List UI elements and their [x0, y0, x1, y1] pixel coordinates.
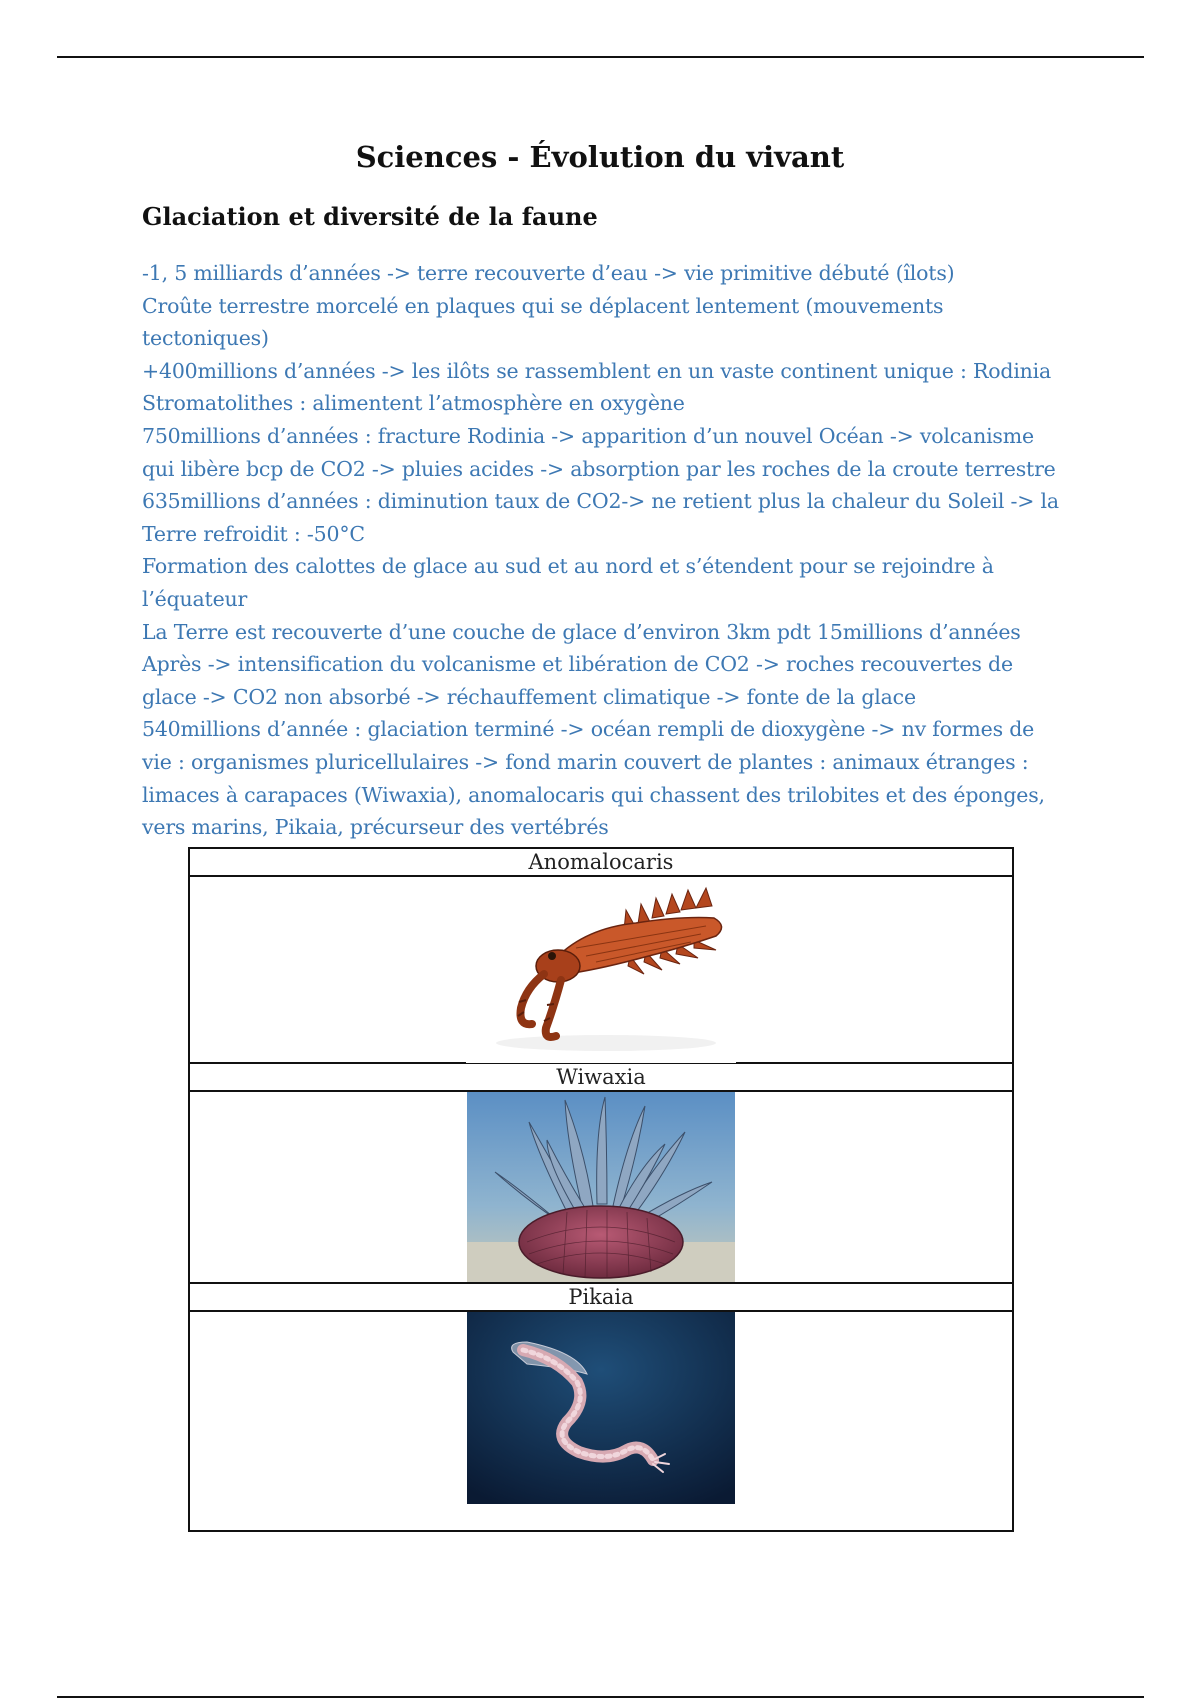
note-item: La Terre est recouverte d’une couche de glace d’environ 3km pdt 15millions d’années: [142, 619, 1021, 644]
note-item: Stromatolithes : alimentent l’atmosphère en oxygène: [142, 391, 685, 416]
page-title: Sciences - Évolution du vivant: [355, 140, 845, 174]
fauna-image-cell: [189, 876, 1013, 1063]
fauna-name-anomalocaris: Anomalocaris: [189, 848, 1013, 876]
fauna-image-cell: [189, 1311, 1013, 1531]
section-heading: Glaciation et diversité de la faune: [142, 202, 598, 231]
fauna-image-cell: [189, 1091, 1013, 1283]
fauna-name-pikaia: Pikaia: [189, 1283, 1013, 1311]
note-item: -1, 5 milliards d’années -> terre recouverte d’eau -> vie primitive débuté (îlots): [142, 261, 955, 285]
fauna-table: [188, 847, 1014, 1532]
anomalocaris-illustration: [466, 878, 736, 1063]
pikaia-illustration: [467, 1312, 735, 1504]
note-item: Croûte terrestre morcelé en plaques qui se déplacent lentement (mouvements tectoniques): [142, 293, 944, 351]
note-item: +400millions d’années -> les ilôts se rassemblent en un vaste continent unique : Rodinia: [142, 358, 1052, 383]
top-rule: [57, 56, 1144, 58]
wiwaxia-illustration: [467, 1092, 735, 1282]
note-item: Après -> intensification du volcanisme et libération de CO2 -> roches recouvertes de glace -> CO2 non absorbé -> réchauffement climatique -> fonte de la glace: [142, 652, 1013, 709]
note-item: 750millions d’années : fracture Rodinia -> apparition d’un nouvel Océan -> volcanisme qui libère bcp de CO2 -> pluies acides -> absorption par les roches de la croute terrestre: [142, 423, 1056, 481]
note-item: 540millions d’année : glaciation terminé -> océan rempli de dioxygène -> nv formes de vie : organismes pluricellulaires -> fond marin couvert de plantes : animaux étranges : limaces à carapaces (Wiwaxia), anomalocaris qui chassent des trilobites et des éponges, vers marins, Pikaia, précurseur des vertébrés: [142, 717, 1045, 840]
notes-list: [142, 257, 1062, 844]
note-item: Formation des calottes de glace au sud et au nord et s’étendent pour se rejoindre à l’équateur: [142, 554, 994, 611]
fauna-name-wiwaxia: Wiwaxia: [189, 1063, 1013, 1091]
note-item: 635millions d’années : diminution taux de CO2-> ne retient plus la chaleur du Soleil -> la Terre refroidit : -50°C: [142, 489, 1059, 546]
bottom-rule: [57, 1696, 1144, 1698]
